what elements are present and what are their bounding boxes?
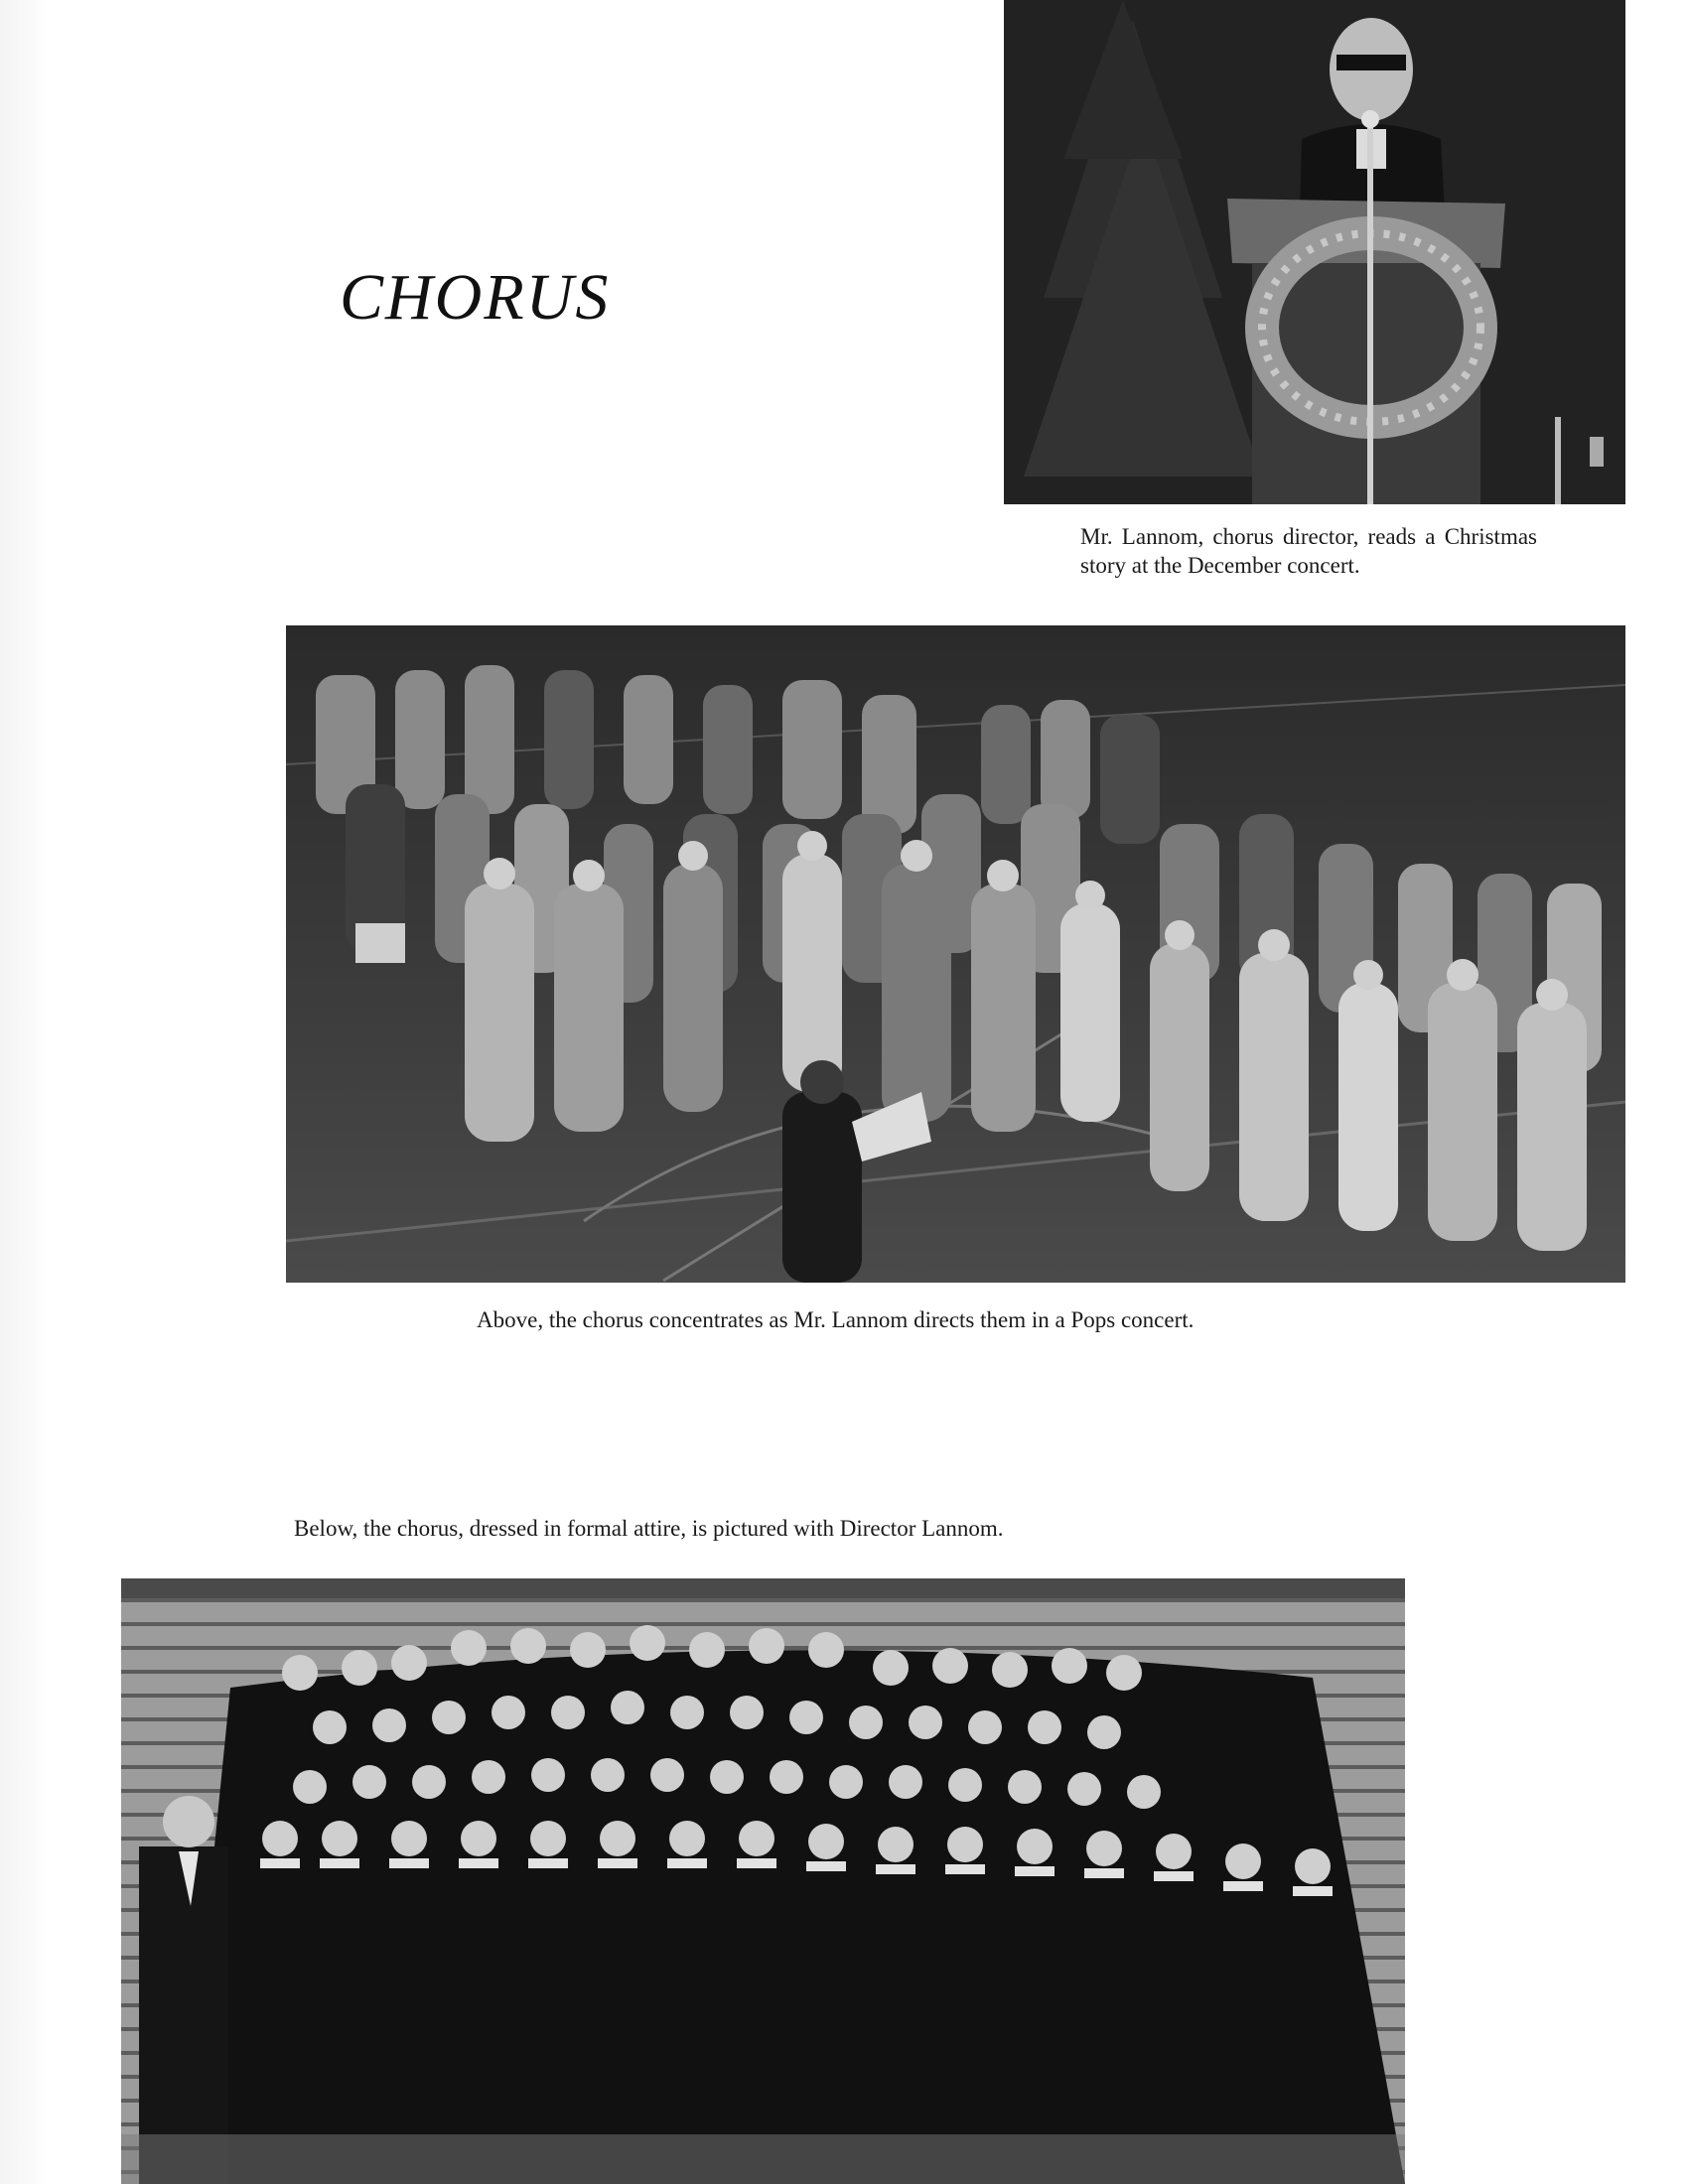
page-edge	[0, 0, 46, 2184]
photo-chorus-pops-concert	[286, 625, 1625, 1283]
caption-pops-concert: Above, the chorus concentrates as Mr. Lannom directs them in a Pops concert.	[477, 1307, 1195, 1332]
caption-formal-group: Below, the chorus, dressed in formal attire, is pictured with Director Lannom.	[294, 1516, 1004, 1541]
photo-director-reading-icon	[1004, 0, 1625, 504]
caption-director: Mr. Lannom, chorus director, reads a Christmas story at the December concert.	[1080, 524, 1537, 578]
photo-chorus-formal-group-icon	[121, 1578, 1405, 2184]
photo-director-reading	[1004, 0, 1625, 504]
page-title: CHORUS	[340, 261, 611, 334]
photo-chorus-pops-concert-icon	[286, 625, 1625, 1283]
photo-chorus-formal-group	[121, 1578, 1405, 2184]
